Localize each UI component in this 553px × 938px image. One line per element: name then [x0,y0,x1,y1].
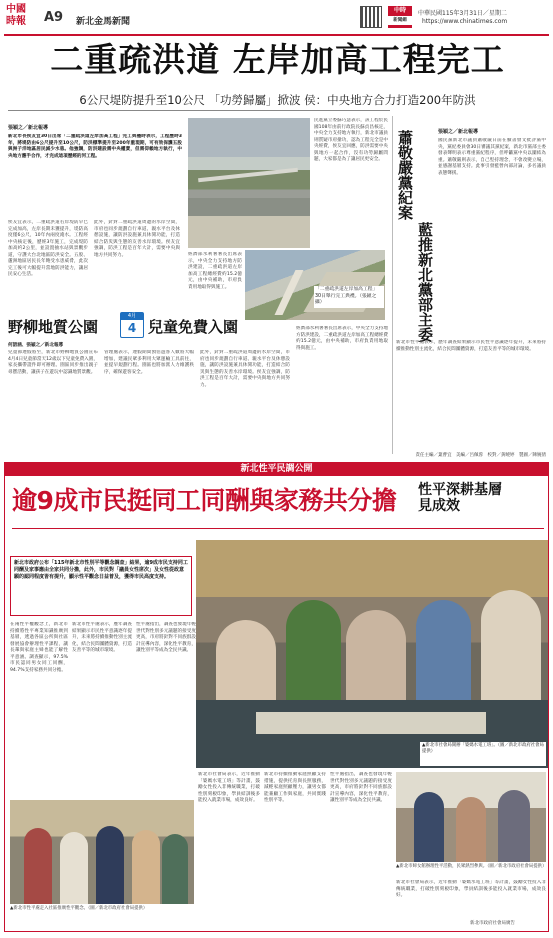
community-photo-caption: ▲新北市性平處走入社區推廣性平觀念。（圖／新北市政府社會局提供） [10,906,148,911]
ad-credit: 新北市政府社會局廣告 [470,921,515,926]
park-col-4: 經濟部水利署署長出席表示，中央全力支持地方防洪建設，二重疏洪道左岸加高工程總經費約15.2億元，由中央補助，市府負責用地取得與施工。 [296,326,388,351]
workshop-photo-right [396,772,546,862]
divider [8,110,390,111]
main-headline: 二重疏洪道 左岸加高工程完工 [50,40,505,79]
gender-banner: 新北性平民調公開 [4,462,549,476]
embankment-photo-1 [188,118,310,248]
workshop-photo-main [196,540,548,768]
gender-headline: 逾9成市民挺同工同酬與家務共分擔 [12,486,397,515]
community-photo [10,800,194,904]
gender-col-4: 新北市社會局表示，近年推動「婆媽水電工班」等計畫，鼓勵女性投入非傳統職業，打破性別刻板印象，學員結訓後多能投入就業市場，成效良好。 [198,772,260,803]
main-col-3: 經濟部水利署署長出席表示，中央全力支持地方防洪建設，二重疏洪道左岸加高工程總經費約15.2億元，由中央補助，市府負責用地取得與施工。 [188,252,242,290]
editor-credits: 責任主編／葉曹宜 美編／呂佩蓉 校對／黃曉婷 製圖／陳婉倩 [415,453,546,458]
section-title: 新北金馬新聞 [76,17,131,27]
header-rule [4,34,549,36]
side-body-2: 新北市性平處表示，歷年調查結果顯示市民性平意識逐年提升，未來將持續推動性別主流化，結合民間團體資源，打造友善平等的城市環境。 [396,340,546,352]
gender-col-2: 新北市性平處表示，歷年調查結果顯示市民性平意識逐年提升，未來將持續推動性別主流化，結合民間團體資源，打造友善平等的城市環境。 [72,622,132,653]
calendar-icon: 4月 4 [120,312,144,338]
gender-headline-side: 性平深耕基層 見成效 [418,482,502,514]
main-photo-caption: ▲新北市社會局開辦「婆媽水電工班」。（圖／新北市政府社會局提供） [420,742,546,766]
gender-col-5: 新北市持續推動家庭照顧支持措施，提供托育與長照服務，減輕家庭照顧壓力，讓男女都能兼顧工作與家庭，共同實踐性別平等。 [264,772,326,803]
page-number: A9 [44,10,64,25]
website-url: https://www.chinatimes.com [422,18,508,25]
side-body-1: 國民黨新北市議員蕭敬嚴日前在臉書發文批評黨中央，黨紀委員會30日審議其黨紀案，新北市黨部主委發表聲明表示尊重黨紀程序，但呼籲黨中央以團結為重。蕭敬嚴則表示，自己堅持理念，不會改變立場，並感謝基層支持。此事引發藍營內部討論，多名議員表態聲援。 [438,138,546,176]
main-col-1: 侯友宜表示，二重疏洪道右岸堤防早已完成加高，左岸長期未獲提升，堤防高度僅6公尺，10年內兩度淹水。工程經中央核定後，歷經3年施工，完成堤防加高約2公里，並設置抽水站與景觀步道，守護大台北地區防洪安全。五股、蘆洲地區居民長年飽受水患威脅，此次完工後可大幅提升當地防洪能力，讓居民安心生活。 [8,220,88,277]
main-lead: 新北市長侯友宜30日出席「二重疏洪道左岸加高工程」完工典禮時表示，工程歷時3年，將堤防由6公尺提升至10公尺，防洪標準提升至200年重現期，可有效保護五股與洲子洋地區居民減少水患。他強調，防洪建設需中央權責，但需仰賴地方執行，中央地方應手合作，才完成這項歷經的河工程。 [8,134,182,159]
gender-col-6: 性平處指出，調查也發現年輕世代對性別多元議題的接受度更高，市府將針對不同族群設計宣導內容，深化性平教育，讓性別平等成為全民共識。 [330,772,392,803]
chinatimes-logo: 中時 新聞網 [388,6,412,28]
main-col-2: 此外，針對二重疏洪道周邊的水岸空間，市府也同步規劃自行車道、親水平台及休憩設施，讓防洪設施兼具休閒功能，打造結合防災與生態的友善水岸環境。侯友宜強調，防洪工程是百年大計，需要中央與地方共同努力。 [94,220,180,258]
main-subhead: 6公尺堤防提升至10公尺 「功勞歸屬」掀波 侯：中央地方合力打造200年防洪 [79,93,476,107]
park-headline-a: 野柳地質公園 [8,318,99,336]
photo-caption: 「二重疏洪道左岸加高工程」30日舉行完工典禮。（張穎之攝） [314,286,384,308]
newspaper-logo: 中國 時報 [6,4,26,27]
masthead [4,4,549,34]
side-title-right: 蕭敬嚴黨紀案 [396,130,414,220]
main-byline: 張穎之／新北報導 [8,125,49,131]
gender-lead-box: 新北市政府公布「115年新北市性別平等觀念調查」結果，逾9成市民支持同工同酬及家事應由全家共同分擔，此外，市民對「議員女性席次」及女性從政意願的認同程度皆有提升，顯示性平觀念日益普及，獲得市民高度支持。 [10,556,192,616]
park-headline-b: 兒童免費入園 [148,318,239,336]
headline-divider [12,528,544,529]
side-byline: 張穎之／新北報導 [438,129,479,135]
park-headline [8,313,308,342]
gender-col-3: 性平處指出，調查也發現年輕世代對性別多元議題的接受度更高，市府將針對不同族群設計宣導內容，深化性平教育，讓性別平等成為全民共識。 [136,622,196,653]
issue-date: 中華民國115年3月31日／星期二 [418,10,507,17]
park-col-3: 此外，針對二重疏洪道周邊的水岸空間，市府也同步規劃自行車道、親水平台及休憩設施，讓防洪設施兼具休閒功能，打造結合防災與生態的友善水岸環境。侯友宜強調，防洪工程是百年大計，需要中央與地方共同努力。 [200,350,290,388]
side-title-left: 藍推新北黨部主委 [416,222,434,342]
park-col-2: 管理處表示，連假期間預估遊客人數將大幅增加，建議民眾多利用大眾運輸工具前往，並提早規劃行程。園區也將加派人力維護秩序，確保遊客安全。 [104,350,194,375]
park-col-1: 兒童節連假將至，新北市野柳地質公園宣布4月4日兒童節當天12歲以下兒童免費入園，家長攜帶證件即可辦理。園區同步推出親子尋寶活動，讓孩子在遊玩中認識地質景觀。 [8,350,98,375]
side-story-border [392,116,393,454]
main-col-4: 民進黨立委蘇巧慧表示，該工程於民國108年由前行政院長蘇貞昌核定，中央全力支持地方執行，新北市議員則質疑市府搶功，認為工程完全是中央經費，侯友宜回應，防洪需要中央與地方一起合作，沒有功勞歸屬問題，大家都是為了讓居民更安全。 [314,118,388,162]
gender-col-7: 新北市社會局表示，近年推動「婆媽水電工班」等計畫，鼓勵女性投入非傳統職業，打破性別刻板印象，學員結訓後多能投入就業市場，成效良好。 [396,880,546,898]
right-photo-caption: ▲新北市婦女館辦理性平活動，民眾熱烈參與。（圖／新北市政府社會局提供） [396,864,547,869]
park-byline: 何語涵、張穎之／新北報導 [8,343,64,348]
qr-code-icon [360,6,382,28]
gender-col-1: 在兩性平權觀念上，新北市持續將性平專業知識推廣到基層，透過各區公所與社區發展協會辦理性平課程，讓長輩與家庭主婦也能了解性平意涵。調查顯示，97.5%市民認同男女同工同酬，94.7%支持家務共同分擔。 [10,622,68,673]
